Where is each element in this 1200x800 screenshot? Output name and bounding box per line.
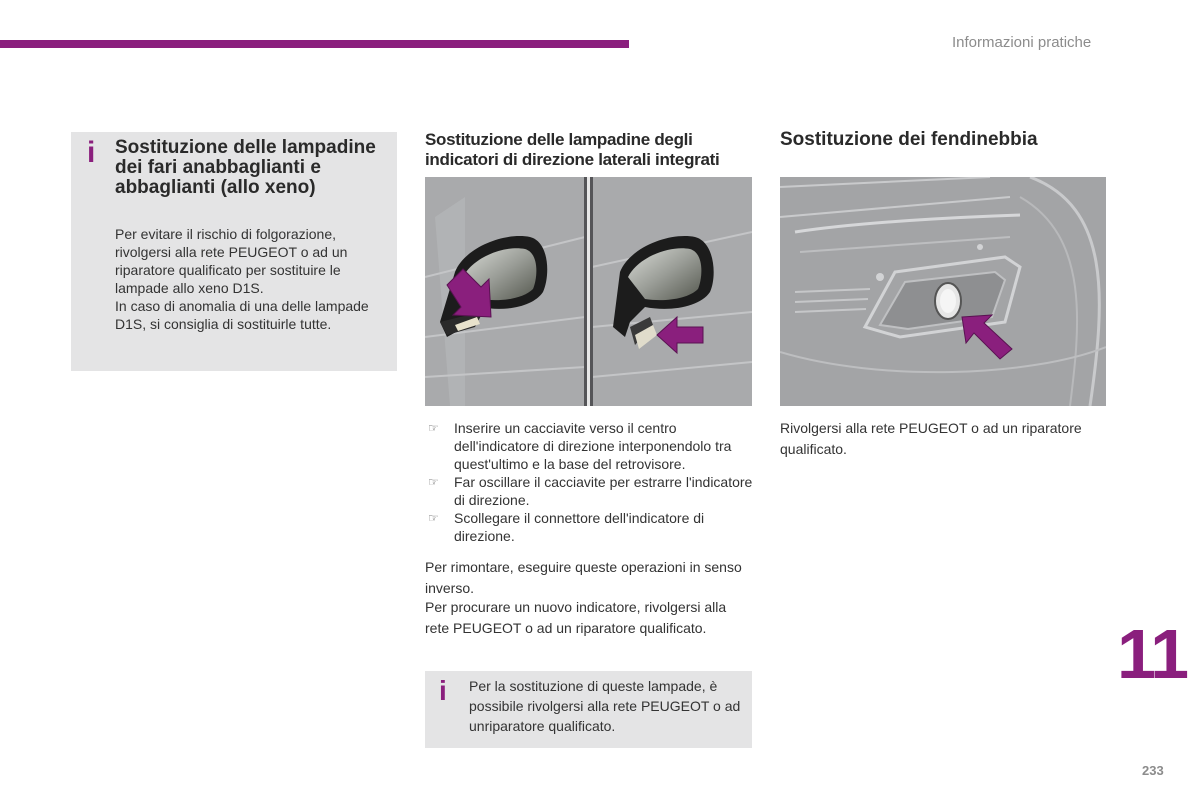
indicators-title: Sostituzione delle lampadine degli indicatori di direzione laterali integrati [425, 130, 720, 169]
section-title: Informazioni pratiche [952, 34, 1092, 51]
fog-lights-title: Sostituzione dei fendinebbia [780, 129, 1038, 150]
list-item: ☞ Inserire un cacciavite verso il centro dell'indicatore di direzione interponendolo tra quest'ultimo e la base del retrovisore. [428, 420, 732, 472]
info-box-xeno-text: Per evitare il rischio di folgorazione, rivolgersi alla rete PEUGEOT o ad un riparatore qualificato per sostituire le lampade allo xeno D1S. In caso di anomalia di una delle lampade D1S, si consiglia di sostituirle tutte. [115, 226, 369, 332]
reassembly-text: Per rimontare, eseguire queste operazioni in senso inverso. [425, 559, 742, 596]
pointing-hand-icon: ☞ [428, 421, 439, 435]
pointing-hand-icon: ☞ [428, 475, 439, 489]
indicator-steps [425, 419, 755, 545]
info-box-xeno [71, 132, 397, 371]
fog-lights-text: Rivolgersi alla rete PEUGEOT o ad un riparatore qualificato. [780, 420, 1082, 457]
info-box-indicators-text: Per la sostituzione di queste lampade, è possibile rivolgersi alla rete PEUGEOT o ad unriparatore qualificato. [469, 678, 741, 734]
fog-light-illustration [780, 177, 1106, 406]
info-box-xeno-title: Sostituzione delle lampadine dei fari anabbaglianti e abbaglianti (allo xeno) [115, 137, 376, 198]
list-item: ☞ Far oscillare il cacciavite per estrarre l'indicatore di direzione. [428, 474, 753, 508]
page-number: 233 [1142, 763, 1164, 778]
info-icon: i [87, 136, 96, 169]
mirror-indicator-illustration [425, 177, 752, 406]
list-item: ☞ Scollegare il connettore dell'indicatore di direzione. [428, 510, 705, 544]
pointing-hand-icon: ☞ [428, 511, 439, 525]
info-icon: i [439, 675, 447, 706]
chapter-number: 11 [1117, 615, 1187, 693]
header-accent-bar [0, 40, 629, 48]
new-indicator-text: Per procurare un nuovo indicatore, rivolgersi alla rete PEUGEOT o ad un riparatore qualificato. [425, 599, 727, 636]
info-box-indicators [425, 671, 752, 748]
